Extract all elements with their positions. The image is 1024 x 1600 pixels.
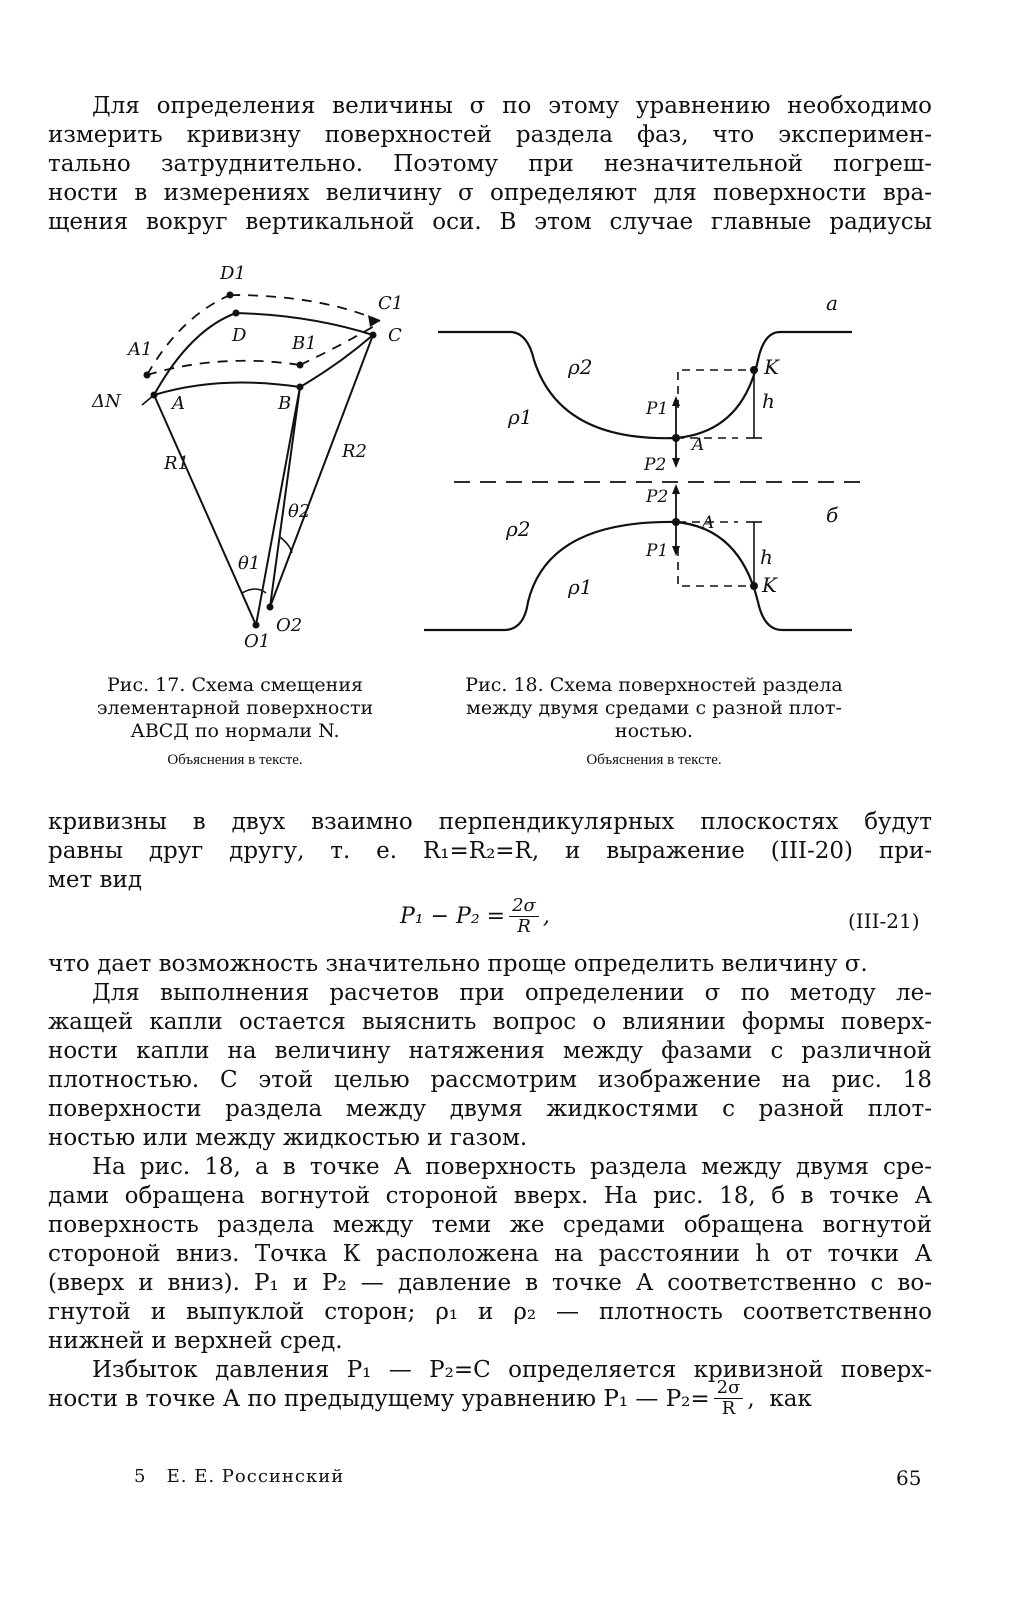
label-b1: B1 bbox=[292, 333, 317, 354]
label-rho2-bot: ρ2 bbox=[506, 517, 531, 541]
text-line: плотностью. С этой целью рассмотрим изображение на рис. 18 bbox=[48, 1067, 932, 1093]
label-rho1-top: ρ1 bbox=[508, 405, 533, 429]
text-line: (вверх и вниз). P₁ и P₂ — давление в точке А соответственно с во- bbox=[48, 1270, 932, 1296]
paragraph-2 bbox=[48, 979, 932, 1153]
label-rho2-top: ρ2 bbox=[568, 355, 593, 379]
point-c bbox=[370, 332, 377, 339]
text-line: тально затруднительно. Поэтому при незначительной погреш- bbox=[48, 151, 932, 177]
label-r2: R2 bbox=[342, 441, 368, 462]
text-line: жащей капли остается выяснить вопрос о влиянии формы поверх- bbox=[48, 1009, 932, 1035]
label-delta-n: ΔN bbox=[92, 391, 121, 412]
figure-18 bbox=[420, 290, 870, 650]
point-a1 bbox=[144, 372, 151, 379]
label-theta2: θ2 bbox=[288, 501, 311, 522]
caption-line: Рис. 18. Схема поверхностей раздела bbox=[465, 674, 843, 696]
paragraph-continuation bbox=[48, 808, 932, 895]
text-line: стороной вниз. Точка К расположена на расстоянии h от точки А bbox=[48, 1241, 932, 1267]
figure-18-note: Объяснения в тексте. bbox=[586, 752, 722, 768]
point-k-bottom bbox=[750, 582, 758, 590]
figure-17-caption bbox=[60, 674, 410, 743]
label-o1: O1 bbox=[244, 631, 271, 652]
equation-iii-21 bbox=[400, 896, 550, 937]
text-line: гнутой и выпуклой сторон; ρ₁ и ρ₂ — плотность соответственно bbox=[48, 1299, 932, 1325]
paragraph-4-last-line bbox=[48, 1378, 932, 1419]
paragraph-3 bbox=[48, 1153, 932, 1356]
label-p1-top: P1 bbox=[646, 399, 669, 419]
label-r1: R1 bbox=[164, 453, 190, 474]
figure-18-caption bbox=[426, 674, 882, 743]
caption-line: Рис. 17. Схема смещения bbox=[107, 674, 363, 696]
surface-b bbox=[424, 522, 852, 630]
radius-r1-line bbox=[154, 395, 256, 625]
label-d1: D1 bbox=[220, 263, 246, 284]
text-line: Для выполнения расчетов при определении σ по методу ле- bbox=[92, 980, 932, 1006]
page-number: 65 bbox=[896, 1466, 922, 1490]
theta2-arc bbox=[280, 537, 292, 553]
point-b1 bbox=[297, 362, 304, 369]
text-line: поверхность раздела между теми же средами обращена вогнутой bbox=[48, 1212, 932, 1238]
inline-fraction bbox=[714, 1378, 744, 1419]
point-b bbox=[297, 384, 304, 391]
point-d bbox=[233, 310, 240, 317]
text-line: Для определения величины σ по этому уравнению необходимо bbox=[92, 93, 932, 119]
text-line: ности в измерениях величину σ определяют для поверхности вра- bbox=[48, 180, 932, 206]
edge-a1d1 bbox=[147, 295, 230, 375]
text-line: На рис. 18, а в точке А поверхность раздела между двумя сре- bbox=[92, 1154, 932, 1180]
label-a-bot: A bbox=[702, 513, 715, 533]
label-d: D bbox=[232, 325, 247, 346]
label-p1-bot: P1 bbox=[646, 541, 669, 561]
formula-numerator: 2σ bbox=[509, 896, 539, 917]
arrowhead-c1 bbox=[368, 315, 380, 327]
formula-fraction bbox=[509, 896, 539, 937]
label-b: B bbox=[278, 393, 292, 414]
formula-tail: , bbox=[542, 904, 550, 929]
text-line: ности капли на величину натяжения между фазами с различной bbox=[48, 1038, 932, 1064]
text-line: ности в точке А по предыдущему уравнению P₁ — P₂= bbox=[48, 1385, 710, 1412]
surface-a bbox=[438, 332, 852, 438]
label-k-bot: K bbox=[762, 573, 777, 597]
caption-line: между двумя средами с разной плот- bbox=[466, 697, 842, 719]
label-c1: C1 bbox=[378, 293, 404, 314]
label-p2-top: P2 bbox=[644, 455, 667, 475]
label-h-bot: h bbox=[760, 545, 773, 569]
figure-17 bbox=[80, 255, 410, 655]
text-line: нижней и верхней сред. bbox=[48, 1328, 343, 1354]
construction-b bbox=[678, 548, 752, 586]
point-o1 bbox=[253, 622, 260, 629]
edge-d1c1 bbox=[230, 295, 380, 321]
arrowhead bbox=[672, 484, 680, 494]
label-b-fig: б bbox=[826, 503, 839, 527]
text-line: измерить кривизну поверхностей раздела фаз, что эксперимен- bbox=[48, 122, 932, 148]
footer-signature: 5 Е. Е. Россинский bbox=[134, 1466, 345, 1487]
point-a-top bbox=[672, 434, 680, 442]
figure-17-note: Объяснения в тексте. bbox=[167, 752, 303, 768]
paragraph-after-formula bbox=[48, 950, 932, 979]
caption-line: ностью. bbox=[614, 720, 694, 742]
text-line: щения вокруг вертикальной оси. В этом случае главные радиусы bbox=[48, 209, 932, 235]
label-k-top: K bbox=[764, 355, 779, 379]
text-line: ностью или между жидкостью и газом. bbox=[48, 1125, 528, 1151]
arrowhead bbox=[672, 458, 680, 468]
radius-line bbox=[270, 387, 300, 607]
label-o2: O2 bbox=[276, 615, 303, 636]
label-theta1: θ1 bbox=[238, 553, 261, 574]
point-o2 bbox=[267, 604, 274, 611]
equation-number: (III-21) bbox=[848, 909, 920, 933]
label-a1: A1 bbox=[128, 339, 153, 360]
label-h-top: h bbox=[762, 389, 775, 413]
label-rho1-bot: ρ1 bbox=[568, 575, 593, 599]
text-line: что дает возможность значительно проще определить величину σ. bbox=[48, 951, 868, 977]
text-line: Избыток давления P₁ — P₂=C определяется кривизной поверх- bbox=[92, 1357, 932, 1383]
caption-line: элементарной поверхности bbox=[96, 697, 374, 719]
caption-line: АВСД по нормали N. bbox=[130, 720, 340, 742]
text-line-tail: , как bbox=[747, 1385, 812, 1412]
formula-denominator: R bbox=[517, 916, 531, 937]
text-line: дами обращена вогнутой стороной вверх. На рис. 18, б в точке А bbox=[48, 1183, 932, 1209]
label-a-fig: a bbox=[826, 291, 838, 315]
paragraph-intro bbox=[48, 92, 932, 237]
label-a: A bbox=[172, 393, 185, 414]
text-line: кривизны в двух взаимно перпендикулярных плоскостях будут bbox=[48, 809, 932, 835]
point-d1 bbox=[227, 292, 234, 299]
text-line: мет вид bbox=[48, 867, 142, 893]
label-p2-bot: P2 bbox=[646, 487, 669, 507]
label-a-top: A bbox=[692, 435, 705, 455]
fraction-denominator: R bbox=[721, 1398, 736, 1419]
text-line: поверхности раздела между двумя жидкостями с разной плот- bbox=[48, 1096, 932, 1122]
point-a-bottom bbox=[672, 518, 680, 526]
label-c: C bbox=[388, 325, 402, 346]
formula-lhs: P₁ − P₂ = bbox=[400, 904, 506, 929]
point-a bbox=[151, 392, 158, 399]
fraction-numerator: 2σ bbox=[714, 1378, 744, 1399]
point-k-top bbox=[750, 366, 758, 374]
text-line: равны друг другу, т. е. R₁=R₂=R, и выражение (III-20) при- bbox=[48, 838, 932, 864]
edge-dc bbox=[236, 313, 373, 335]
